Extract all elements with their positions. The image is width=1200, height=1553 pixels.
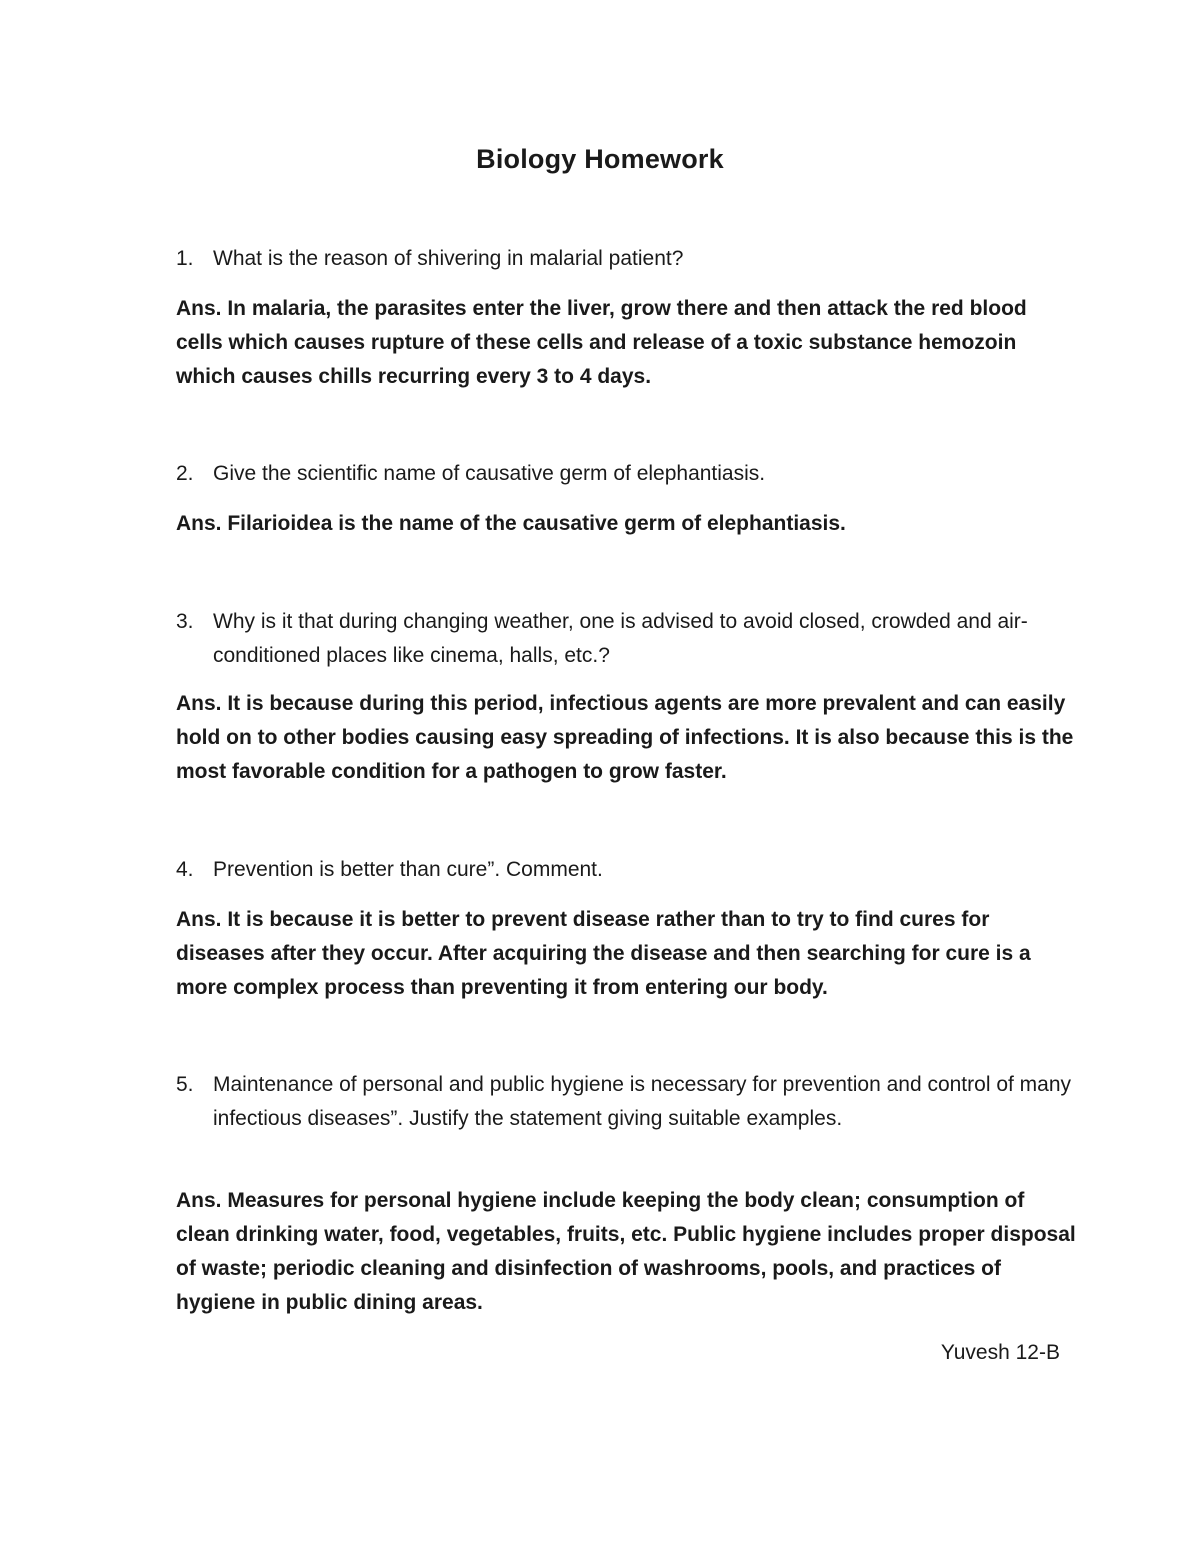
question-2 [176, 457, 1076, 491]
answer-3: Ans. It is because during this period, infectious agents are more prevalent and can easily hold on to other bodies causing easy spreading of infections. It is also because this is the most favorable condition for a pathogen to grow faster. [176, 692, 1074, 783]
answer-5: Ans. Measures for personal hygiene include keeping the body clean; consumption of clean drinking water, food, vegetables, fruits, etc. Public hygiene includes proper disposal of waste; periodic cleaning and disinfection of washrooms, pools, and practices of hygiene in public dining areas. [176, 1189, 1076, 1314]
question-number: 1. [176, 247, 194, 270]
author-signature: Yuvesh 12-B [940, 1341, 1060, 1364]
question-text: What is the reason of shivering in malarial patient? [213, 247, 684, 270]
question-text: Give the scientific name of causative germ of elephantiasis. [213, 462, 766, 485]
question-3 [176, 605, 1076, 673]
question-number: 3. [176, 610, 194, 633]
answer-4: Ans. It is because it is better to prevent disease rather than to try to find cures for diseases after they occur. After acquiring the disease and then searching for cure is a more complex process than preventing it from entering our body. [176, 908, 1031, 999]
answer-2: Ans. Filarioidea is the name of the causative germ of elephantiasis. [176, 512, 846, 535]
question-text: Maintenance of personal and public hygiene is necessary for prevention and control of many infectious diseases”. Justify the statement giving suitable examples. [213, 1073, 1072, 1130]
question-1 [176, 242, 1076, 276]
question-4 [176, 853, 1076, 887]
question-number: 4. [176, 858, 194, 881]
page-title: Biology Homework [476, 144, 724, 174]
question-number: 5. [176, 1073, 194, 1096]
question-text: Prevention is better than cure”. Comment. [213, 858, 603, 881]
answer-1: Ans. In malaria, the parasites enter the liver, grow there and then attack the red blood cells which causes rupture of these cells and release of a toxic substance hemozoin which causes chills recurring every 3 to 4 days. [176, 297, 1027, 388]
question-number: 2. [176, 462, 194, 485]
question-5 [176, 1068, 1076, 1136]
question-text: Why is it that during changing weather, one is advised to avoid closed, crowded and air-conditioned places like cinema, halls, etc.? [213, 610, 1028, 667]
